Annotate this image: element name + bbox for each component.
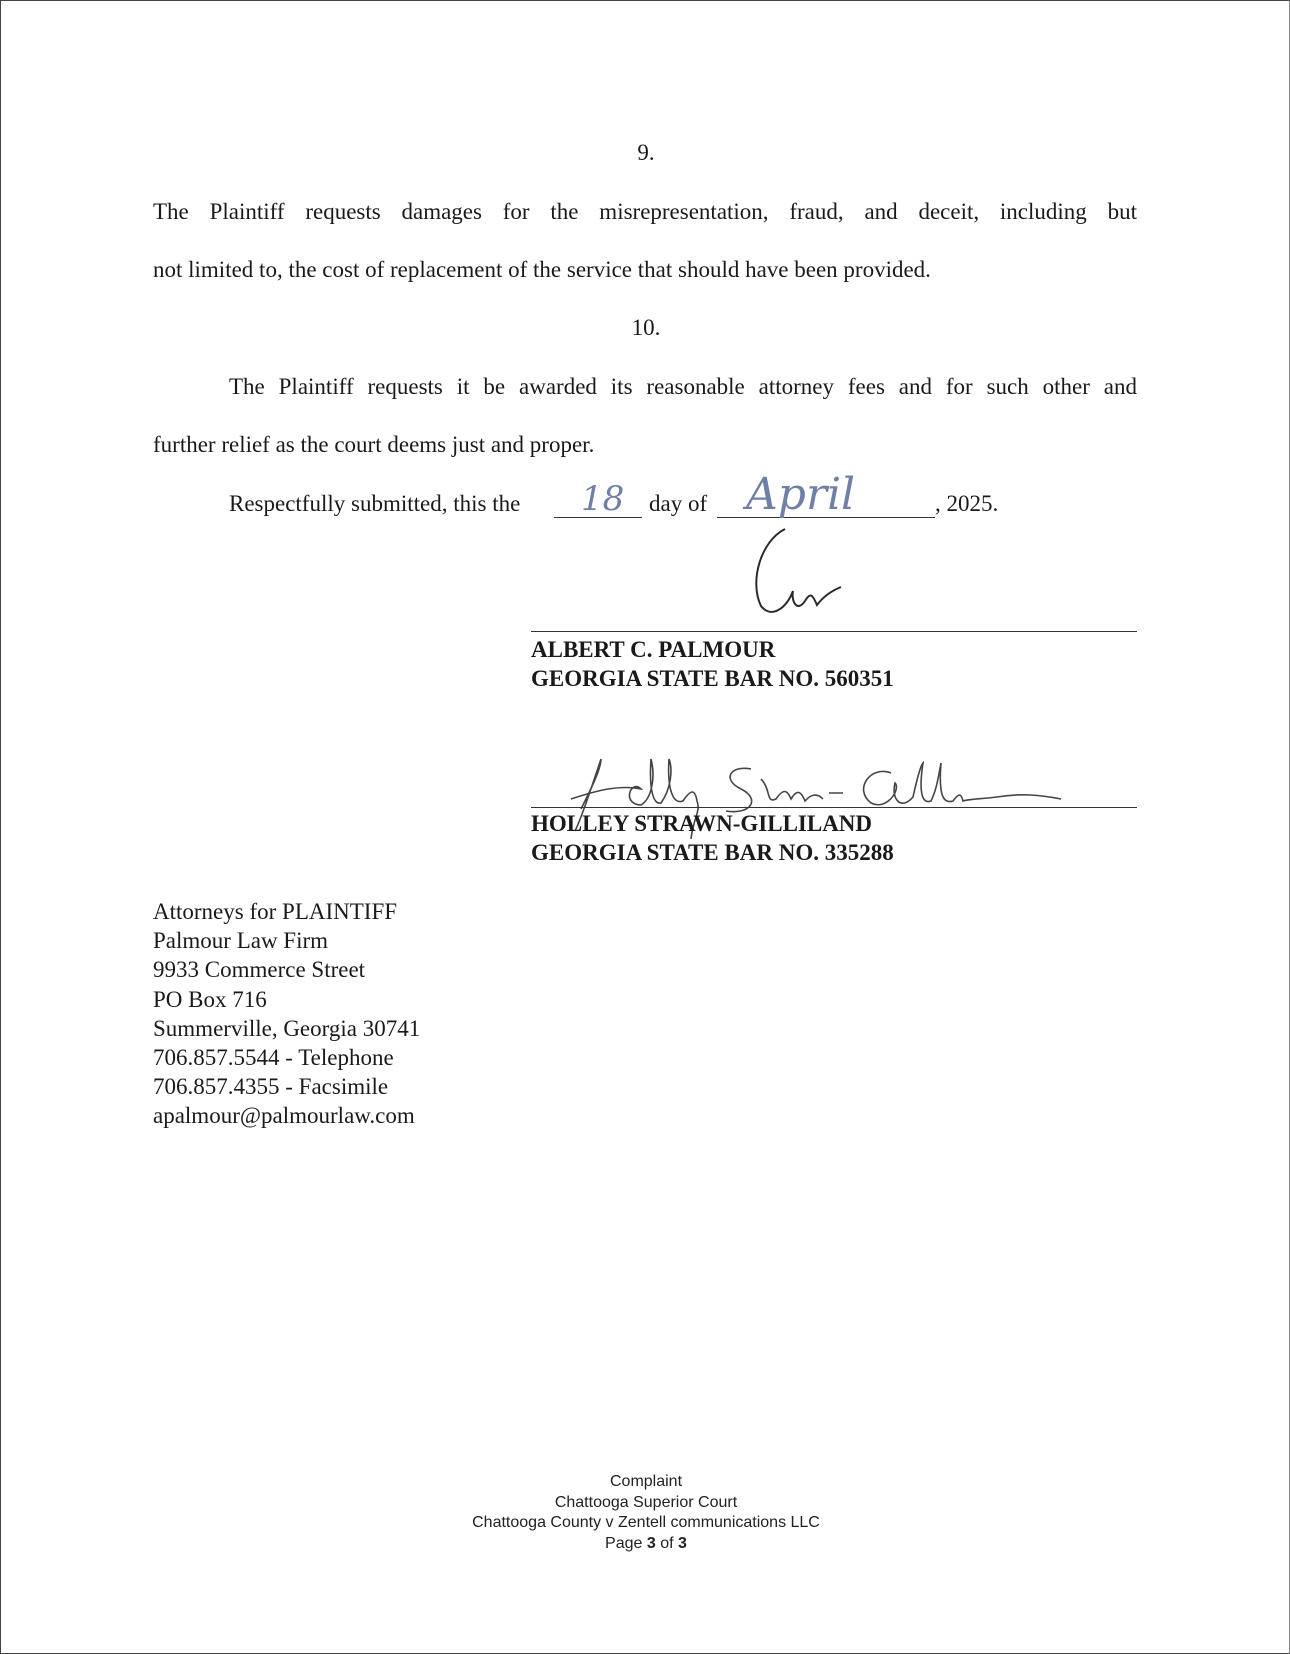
email-address: apalmour@palmourlaw.com (153, 1103, 415, 1129)
signer-bar-number: GEORGIA STATE BAR NO. 335288 (531, 840, 894, 865)
signer-bar-number: GEORGIA STATE BAR NO. 560351 (531, 666, 894, 691)
handwritten-day: 18 (581, 479, 625, 519)
footer-case: Chattooga County v Zentell communications LLC (472, 1514, 820, 1531)
signature-line (531, 807, 1137, 808)
footer-doc-type: Complaint (609, 1473, 683, 1490)
signer-name: ALBERT C. PALMOUR (531, 637, 776, 662)
attorney-address-block (153, 897, 420, 1131)
submission-prefix: Respectfully submitted, this the (229, 491, 521, 516)
paragraph-text-line: not limited to, the cost of replacement of the service that should have been provided. (153, 257, 931, 282)
page-footer (1, 1472, 1290, 1554)
submission-mid: day of (649, 491, 708, 516)
footer-court: Chattooga Superior Court (554, 1493, 738, 1511)
address-line: Palmour Law Firm (153, 928, 329, 954)
signature-image (741, 521, 881, 621)
paragraph-text-line: The Plaintiff requests damages for the misrepresentation, fraud, and deceit, including but (153, 199, 1137, 224)
paragraph-text-line: further relief as the court deems just and proper. (153, 432, 595, 457)
address-line: 706.857.5544 - Telephone (153, 1045, 394, 1071)
address-line: 706.857.4355 - Facsimile (153, 1074, 389, 1100)
address-line: PO Box 716 (153, 986, 267, 1012)
signer-name: HOLLEY STRAWN-GILLILAND (531, 811, 873, 836)
address-line: Summerville, Georgia 30741 (153, 1015, 421, 1041)
paragraph-text-line: The Plaintiff requests it be awarded its reasonable attorney fees and for such other and (229, 374, 1137, 399)
handwritten-month: April (746, 469, 856, 520)
submission-line (229, 491, 520, 517)
paragraph-number: 9. (637, 140, 655, 165)
submission-suffix: , 2025. (935, 491, 999, 516)
address-line: Attorneys for PLAINTIFF (153, 899, 398, 924)
signature-line (531, 631, 1137, 632)
address-line: 9933 Commerce Street (153, 957, 366, 983)
paragraph-number: 10. (631, 315, 661, 340)
footer-page-number: Page 3 of 3 (605, 1534, 687, 1552)
